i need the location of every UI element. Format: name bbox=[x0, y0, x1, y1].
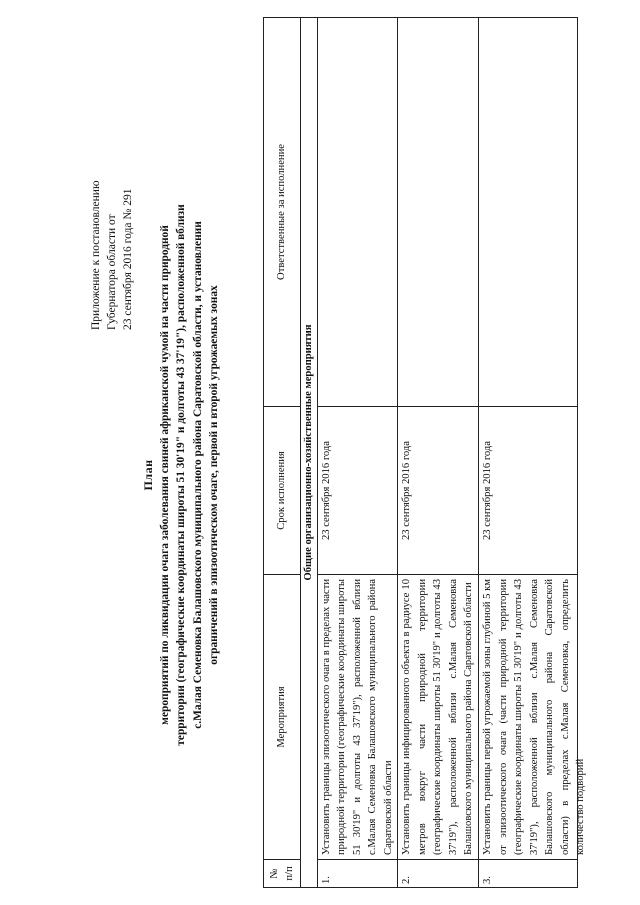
approval-note bbox=[88, 120, 136, 330]
title-line-2: территории (географические координаты широты 51 30'19" и долготы 43 37'19"), расположенной вблизи bbox=[175, 204, 187, 746]
row-action: Установить границы эпизоотического очага в пределах части природной территории (географические координаты широты 51 30'19" и долготы 43 37'19"), расположенной вблизи с.Малая Семеновка Балашовского муниципального района Саратовской области bbox=[317, 575, 398, 860]
approval-line-1: Приложение к постановлению bbox=[90, 180, 102, 330]
row-number: 2. bbox=[398, 860, 479, 888]
section-row bbox=[301, 18, 318, 888]
table-row bbox=[317, 18, 398, 888]
row-responsible bbox=[317, 18, 398, 407]
header-responsible: Ответственные за исполнение bbox=[264, 18, 301, 407]
table-row bbox=[479, 18, 578, 888]
section-title: Общие организационно-хозяйственные мероприятия bbox=[301, 18, 318, 888]
table-row bbox=[398, 18, 479, 888]
measures-table bbox=[263, 17, 586, 888]
header-number: № п/п bbox=[264, 860, 301, 888]
title-line-4: ограничений в эпизоотическом очаге, первой и второй угрожаемых зонах bbox=[208, 285, 220, 665]
row-term: 23 сентября 2016 года bbox=[479, 407, 578, 575]
title-line-3: с.Малая Семеновка Балашовского муниципального района Саратовской области, и установлении bbox=[191, 221, 204, 729]
title-heading: План bbox=[141, 459, 155, 491]
row-term: 23 сентября 2016 года bbox=[398, 407, 479, 575]
row-number: 1. bbox=[317, 860, 398, 888]
row-responsible bbox=[479, 18, 578, 407]
approval-line-3: 23 сентября 2016 года № 291 bbox=[122, 188, 134, 330]
approval-line-2: Губернатора области от bbox=[106, 214, 118, 330]
table-header-row bbox=[264, 18, 301, 888]
row-action-text: Установить границы первой угрожаемой зоны глубиной 5 км от эпизоотического очага (части природной территории (географические координаты широты 51 30'19" и долготы 43 37'19"), расположенной вблизи с.Малая Семеновка Балашовского муниципального района Саратовской области) в пределах с.Малая Семеновка, определить количество подворий bbox=[482, 579, 586, 855]
row-number: 3. bbox=[479, 860, 578, 888]
header-term: Срок исполнения bbox=[264, 407, 301, 575]
row-action bbox=[479, 575, 586, 860]
header-measures: Мероприятия bbox=[264, 575, 301, 860]
document-title bbox=[140, 85, 223, 865]
title-line-1: мероприятий по ликвидации очага заболевания свиней африканской чумой на части природной bbox=[158, 225, 171, 725]
row-responsible bbox=[398, 18, 479, 407]
row-action: Установить границы инфицированного объекта в радиусе 10 метров вокруг части природной территории (географические координаты широты 51 30'19" и долготы 43 37'19"), расположенной вблизи с.Малая Семеновка Балашовского муниципального района Саратовской области bbox=[398, 575, 479, 860]
row-term: 23 сентября 2016 года bbox=[317, 407, 398, 575]
